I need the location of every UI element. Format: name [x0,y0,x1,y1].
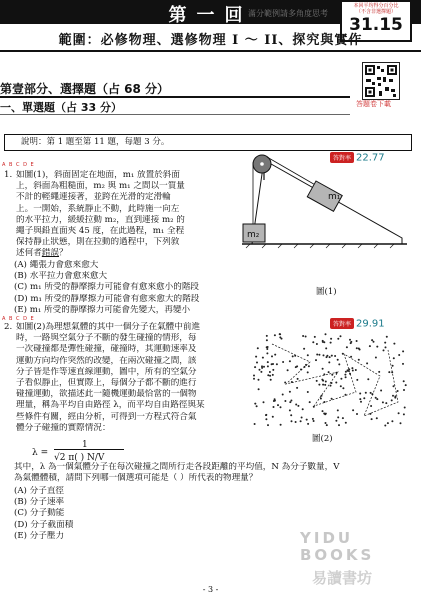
molecule-dot [360,401,362,403]
molecule-dot [340,378,342,380]
molecule-dot [335,420,337,422]
molecule-dot [271,355,273,357]
molecule-dot [337,409,339,411]
molecule-dot [398,354,400,356]
molecule-dot [393,343,395,345]
molecule-dot [331,355,333,357]
question-number: 2. [4,322,13,332]
molecule-dot [323,354,325,356]
molecule-dot [263,401,265,403]
page-number: - 3 - [202,585,219,594]
molecule-dot [308,365,310,367]
molecule-dot [265,418,267,420]
figure-1-incline-pulley [232,152,412,262]
molecule-dot [287,369,289,371]
molecule-dot [365,392,367,394]
answer-choice-bubbles: A B C D E [2,316,35,322]
watermark-text: YIDU [300,529,354,547]
molecule-dot [301,417,303,419]
q2-line: 子看似靜止，但實際上，每個分子都不斷的進行 [16,378,197,389]
molecule-dot [359,349,361,351]
molecule-dot [325,413,327,415]
molecule-dot [384,425,386,427]
molecule-dot [256,362,258,364]
q1-option-e[interactable]: (E) m₁ 所受的靜摩擦力可能會先變大，再變小 [14,304,191,315]
molecule-dot [371,339,373,341]
q1-line: 如圖(1)，斜面固定在地面，m₁ 放置於斜面 [16,170,180,180]
q2-line: 分子皆是作等速直線運動，圖中，所有的空氣分 [16,366,197,377]
molecule-dot [269,375,271,377]
fraction-bar [54,449,124,450]
scope-title: 範圍：必修物理、選修物理 I ～ II、探究與實作 [58,33,363,48]
q2-option-b[interactable]: (B) 分子速率 [14,497,65,508]
molecule-dot [369,345,371,347]
molecule-dot [297,405,299,407]
q2-option-c[interactable]: (C) 分子動能 [14,508,65,519]
molecule-dot [258,388,260,390]
molecule-dot [347,369,349,371]
molecule-dot [260,371,262,373]
q1-options [14,260,314,316]
molecule-dot [402,350,404,352]
molecule-dot [366,362,368,364]
question-2 [4,322,244,434]
molecule-dot [358,359,360,361]
q2-line: 運動方向均作突然的改變，在兩次碰撞之間，該 [16,355,197,366]
molecule-dot [257,347,259,349]
molecule-dot [267,361,269,363]
molecule-dot [274,398,276,400]
molecule-dot [400,422,402,424]
molecule-dot [253,378,255,380]
molecule-dot [375,397,377,399]
molecule-dot [261,365,263,367]
molecule-dot [370,392,372,394]
molecule-dot [316,380,318,382]
molecule-dot [313,420,315,422]
molecule-dot [342,387,344,389]
molecule-dot [256,405,258,407]
molecule-dot [284,382,286,384]
q1-line: 不計的輕繩連接著，並跨在光滑的定滑輪 [16,192,171,203]
molecule-dot [272,369,274,371]
molecule-dot [386,336,388,338]
molecule-dot [314,336,316,338]
molecule-dot [391,420,393,422]
q2-after-line: 為氣體體積，請問下列哪一個選項可能是（ ）所代表的物理量？ [14,473,258,484]
section-divider [0,114,350,115]
molecule-dot [289,391,291,393]
molecule-dot [274,354,276,356]
molecule-dot [297,378,299,380]
correct-rate-tag: 答對率 [330,318,354,329]
molecule-dot [312,341,314,343]
molecule-dot [300,420,302,422]
molecule-dot [403,413,405,415]
molecule-dot [404,407,406,409]
molecule-dot [356,340,358,342]
molecule-dot [392,395,394,397]
molecule-dot [273,406,275,408]
molecule-dot [326,356,328,358]
mass-m1-label: m₁ [328,192,341,202]
q2-option-a[interactable]: (A) 分子直徑 [14,486,65,496]
molecule-dot [380,390,382,392]
molecule-dot [291,420,293,422]
q2-line: 體分子碰撞的實際情況： [16,422,111,433]
molecule-dot [351,367,353,369]
molecule-dot [279,336,281,338]
molecule-dot [385,402,387,404]
q1-option-d[interactable]: (D) m₁ 所受的靜摩擦力可能會有愈來愈大的階段 [14,293,200,304]
molecule-dot [282,361,284,363]
molecule-dot [340,385,342,387]
score-tag-line1: 本回平均得分百分比 [353,3,399,9]
molecule-dot [382,401,384,403]
molecule-dot [394,397,396,399]
watermark-text: 易讀書坊 [312,569,373,587]
molecule-dot [318,384,320,386]
molecule-dot [355,369,357,371]
molecule-dot [376,417,378,419]
q1-option-c[interactable]: (C) m₁ 所受的靜摩擦力可能會有愈來愈小的階段 [14,282,200,293]
molecule-dot [385,346,387,348]
molecule-dot [289,409,291,411]
molecule-dot [337,416,339,418]
molecule-dot [375,357,377,359]
molecule-dot [322,384,324,386]
q1-line: 繩子與鉛直面夾 45 度，在此過程，m₁ 全程 [16,226,185,237]
molecule-dot [290,400,292,402]
molecule-dot [325,422,327,424]
molecule-dot [398,412,400,414]
molecule-dot [352,409,354,411]
q1-option-a[interactable]: (A) 繩張力會愈來愈大 [14,260,99,270]
molecule-dot [254,423,256,425]
molecule-dot [356,413,358,415]
molecule-dot [392,365,394,367]
molecule-dot [340,335,342,337]
molecule-dot [254,366,256,368]
molecule-dot [259,369,261,371]
molecule-dot [284,400,286,402]
molecule-dot [271,363,273,365]
q2-line: 理量，稱為平均自由路徑 λ，而平均自由路徑與某 [16,400,205,411]
molecule-dot [307,371,309,373]
molecule-dot [342,417,344,419]
molecule-dot [373,341,375,343]
molecule-dot [322,410,324,412]
molecule-dot [295,404,297,406]
q2-line: 碰撞運動，欲描述此一隨機運動最恰當的一個物 [16,389,197,400]
q2-line: 一次碰撞都是彈性碰撞，碰撞時，其運動速率及 [16,344,197,355]
molecule-dot [329,356,331,358]
formula-denominator: √2 π( ) N/V [54,453,105,463]
q1-line: 上。一開始，系統靜止不動，此時施一向左 [16,203,180,214]
molecule-dot [312,418,314,420]
molecule-dot [296,365,298,367]
molecule-dot [403,389,405,391]
molecule-dot [315,359,317,361]
molecule-dot [363,397,365,399]
molecule-dot [359,398,361,400]
molecule-dot [307,391,309,393]
molecule-dot [331,374,333,376]
molecule-dot [328,361,330,363]
molecule-dot [266,352,268,354]
molecule-dot [405,384,407,386]
molecule-dot [276,363,278,365]
mass-m2-label: m₂ [247,230,260,240]
q2-options [14,486,214,542]
molecule-dot [326,424,328,426]
molecule-dot [289,360,291,362]
qr-code-icon[interactable] [362,62,400,100]
molecule-dot [350,342,352,344]
q2-option-e[interactable]: (E) 分子壓力 [14,530,65,541]
molecule-dot [325,381,327,383]
molecule-dot [292,355,294,357]
molecule-dot [255,356,257,358]
q1-line: 上，斜面為粗糙面，m₂ 與 m₁ 之間以一質量 [16,181,185,192]
molecule-dot [383,349,385,351]
molecule-dot [302,335,304,337]
molecule-dot [345,371,347,373]
molecule-dot [266,335,268,337]
molecule-dot [388,371,390,373]
molecule-dot [376,346,378,348]
molecule-dot [387,422,389,424]
molecule-dot [342,353,344,355]
watermark-text: BOOKS [300,546,375,564]
q1-option-b[interactable]: (B) 水平拉力會愈來愈大 [14,271,108,282]
molecule-dot [290,414,292,416]
part-divider [0,96,350,98]
formula-lhs: λ = [32,448,49,458]
molecule-dot [265,414,267,416]
q1-line: 的水平拉力，緩緩拉動 m₂，直到連接 m₂ 的 [16,214,185,225]
molecule-dot [349,339,351,341]
molecule-dot [338,363,340,365]
molecule-dot [322,341,324,343]
correct-rate-value: 29.91 [356,318,385,330]
molecule-dot [274,334,276,336]
molecule-dot [359,393,361,395]
answer-choice-bubbles: A B C D E [2,162,35,168]
molecule-dot [393,357,395,359]
molecule-dot [267,365,269,367]
molecule-dot [331,398,333,400]
figure-2-random-walk [252,332,412,428]
molecule-dot [302,408,304,410]
molecule-dot [263,366,265,368]
molecule-dot [277,404,279,406]
molecule-dot [262,357,264,359]
molecule-dot [280,424,282,426]
molecule-dot [335,382,337,384]
section-title: 一、單選題（占 33 分） [0,101,122,114]
correct-rate-tag: 答對率 [330,152,354,163]
molecule-dot [296,387,298,389]
figure-2-caption: 圖(2) [312,434,333,444]
molecule-dot [272,374,274,376]
molecule-dot [371,418,373,420]
faded-header-text: 滿分範例請多角度思考 [248,9,328,18]
molecule-dot [376,398,378,400]
molecule-dot [337,359,339,361]
score-value: 31.15 [349,15,403,35]
molecule-dot [324,384,326,386]
molecule-dot [356,379,358,381]
molecule-dot [356,347,358,349]
molecule-dot [316,343,318,345]
molecule-dot [322,368,324,370]
figure-1-caption: 圖(1) [316,287,337,297]
molecule-dot [307,423,309,425]
molecule-dot [282,394,284,396]
molecule-dot [393,385,395,387]
q1-line: 保持靜止狀態，則在拉動的過程中，下列敘 [16,237,180,248]
molecule-dot [295,421,297,423]
molecule-dot [402,363,404,365]
molecule-dot [269,371,271,373]
molecule-dot [279,333,281,335]
molecule-dot [367,378,369,380]
molecule-dot [345,376,347,378]
question-1 [4,170,248,260]
molecule-dot [270,379,272,381]
watermark-logo [300,530,374,564]
molecule-path [272,344,398,416]
molecule-dot [316,354,318,356]
molecule-dot [330,342,332,344]
correct-rate-badge-q2 [330,318,385,330]
scope-divider [0,50,421,52]
correct-rate-value: 22.77 [356,152,385,164]
molecule-dot [318,354,320,356]
molecule-dot [346,346,348,348]
qr-label: 答題卷下載 [356,100,391,108]
molecule-dot [266,346,268,348]
molecule-dot [403,380,405,382]
molecule-dot [350,356,352,358]
molecule-dot [303,348,305,350]
molecule-dot [337,338,339,340]
q2-after-line: 其中，λ 為一個氣體分子在每次碰撞之間所行走各段距離的平均值，N 為分子數量，V [14,462,340,472]
molecule-dot [266,339,268,341]
molecule-dot [384,342,386,344]
molecule-dot [306,419,308,421]
emphasis-underline: 錯誤 [41,248,59,259]
molecule-dot [344,374,346,376]
molecule-dot [330,385,332,387]
molecule-dot [397,390,399,392]
molecule-dot [266,348,268,350]
molecule-dot [325,333,327,335]
q2-line: 如圖(2)為理想氣體的其中一個分子在氣體中前進 [16,322,201,332]
q1-line: 述何者錯誤？ [16,248,68,259]
molecule-dot [334,355,336,357]
part-title: 第壹部分、選擇題（占 68 分） [0,82,170,96]
score-tag-line2: （不含非選擇題） [355,9,396,15]
page-title: 第一回 [168,5,253,26]
molecule-dot [330,338,332,340]
molecule-dot [307,354,309,356]
q2-line: 些條件有關，經由分析，可得到一方程式符合氣 [16,411,197,422]
molecule-dot [253,375,255,377]
molecule-dot [328,371,330,373]
molecule-dot [345,422,347,424]
molecule-dot [352,370,354,372]
question-number: 1. [4,170,13,180]
q2-option-d[interactable]: (D) 分子截面積 [14,519,74,530]
formula-numerator: 1 [82,440,88,450]
molecule-dot [391,399,393,401]
molecule-dot [267,424,269,426]
q2-continued [14,462,354,484]
instructions-box: 說明：第 1 題至第 11 題，每題 3 分。 [4,134,412,151]
molecule-dot [267,374,269,376]
molecule-dot [321,379,323,381]
molecule-dot [378,371,380,373]
q2-line: 時，一路與空氣分子不斷的發生碰撞的情形，每 [16,333,197,344]
molecule-dot [280,406,282,408]
molecule-dot [309,401,311,403]
molecule-dot [325,347,327,349]
molecule-dot [338,424,340,426]
molecule-dot [258,379,260,381]
molecule-dot [305,336,307,338]
molecule-dot [370,405,372,407]
molecule-dot [272,416,274,418]
molecule-dot [254,403,256,405]
